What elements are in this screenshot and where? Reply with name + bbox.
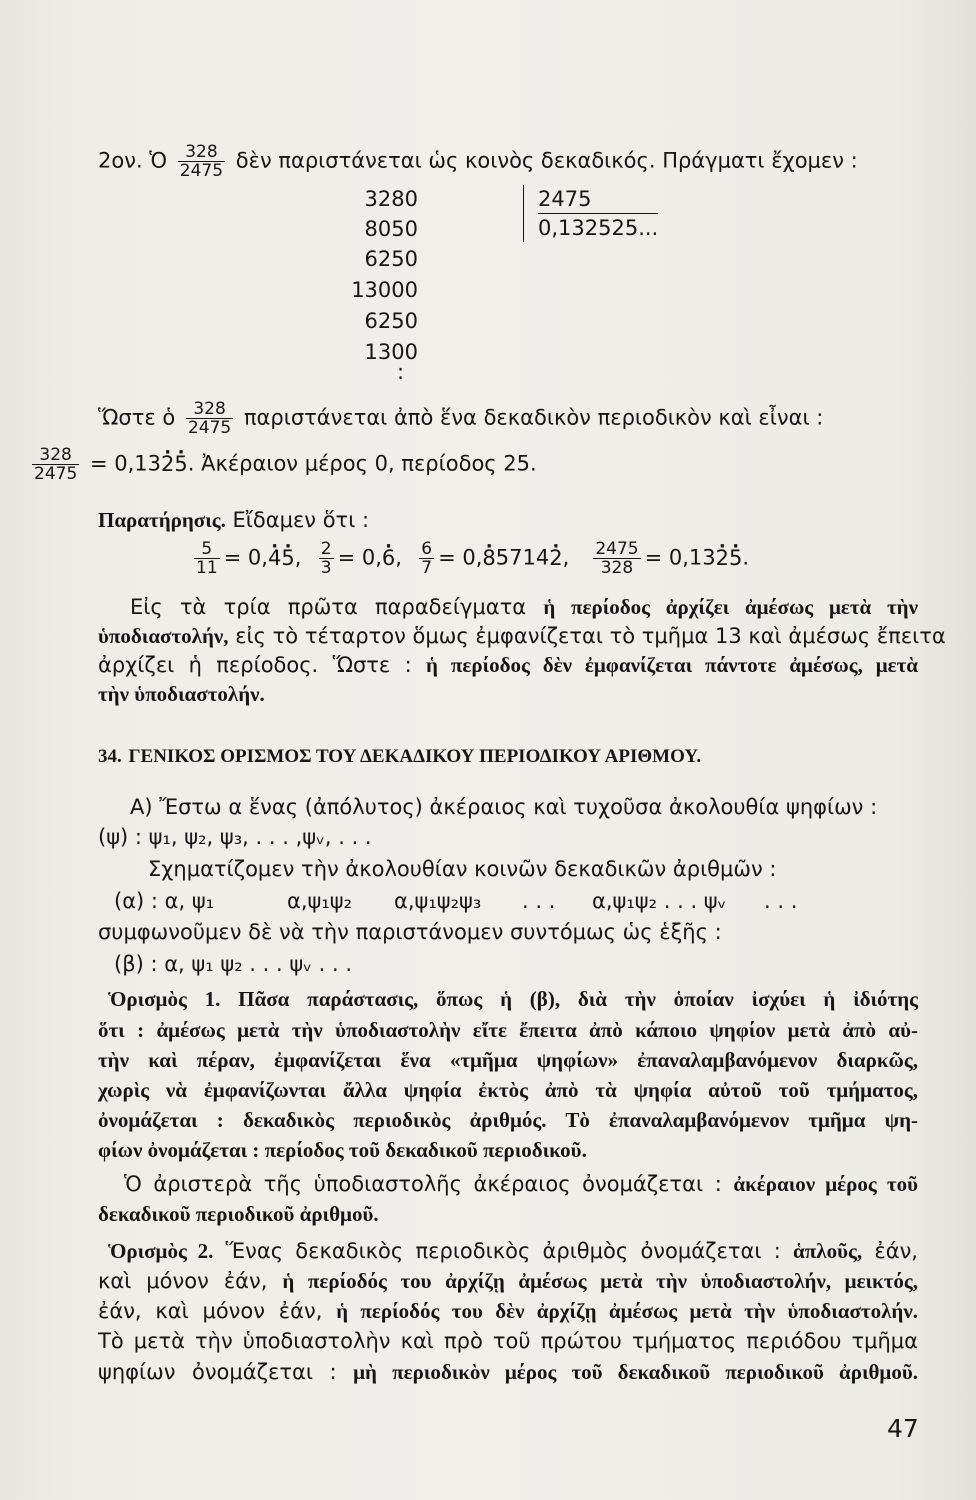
fraction-5-11: $\frac{5}{11}$ [196,539,218,578]
dividend-row: 6250 [364,247,418,271]
definition-1-line: ὅτι : ἀμέσως μετὰ τὴν ὑποδιαστολὴν εἴτε ἔπειτα ἀπὸ κάποιο ψηφίον μετὰ ἀπὸ αὐ- [98,1018,918,1042]
example-two-intro: 2ον. Ὁ $\frac{328}{2475}$ δὲν παριστάνεται ὡς κοινὸς δεκαδικός. Πράγματι ἔχομεν : [98,142,858,181]
fraction-328-2475: $\frac{328}{2475}$ [34,445,78,484]
definition-2-line: Ὁρισμὸς 2. Ἕνας δεκαδικὸς περιοδικὸς ἀριθμὸς ὀνομάζεται : ἁπλοῦς, ἐάν, [108,1239,918,1263]
divisor: 2475 [538,185,658,214]
observation-heading: Παρατήρησις. Εἴδαμεν ὅτι : [98,508,370,532]
division-continuation: : [397,360,405,384]
paragraph-line: Α) Ἔστω α ἕνας (ἀπόλυτος) ἀκέραιος καὶ τυχοῦσα ἀκολουθία ψηφίων : [130,795,878,819]
definition-2-line: Τὸ μετὰ τὴν ὑποδιαστολὴν καὶ πρὸ τοῦ πρώτου τμήματος περιόδου τμῆμα [98,1329,918,1353]
definition-1-line: Ὁρισμὸς 1. Πᾶσα παράστασις, ὅπως ἡ (β), διὰ τὴν ὁποίαν ἰσχύει ἡ ἰδιότης [108,987,918,1011]
paragraph-line: ἀρχίζει ἡ περίοδος. Ὥστε : ἡ περίοδος δὲν ἐμφανίζεται πάντοτε ἀμέσως, μετὰ [98,653,918,677]
divisor-quotient [523,185,658,242]
fraction-2-3: $\frac{2}{3}$ [320,539,332,578]
periodic-statement: Ὥστε ὁ $\frac{328}{2475}$ παριστάνεται ἀπὸ ἕνα δεκαδικὸν περιοδικὸν καὶ εἶναι : [98,399,824,438]
dividend-row: 1300 [364,340,418,364]
paragraph-line: τὴν ὑποδιαστολήν. [98,682,265,706]
dividend-row: 8050 [364,217,418,241]
definition-1-line: τὴν καὶ πέραν, ἐμφανίζεται ἕνα «τμῆμα ψηφίων» ἐπαναλαμβανόμενον διαρκῶς, [98,1048,918,1072]
definition-1-line: χωρὶς νὰ ἐμφανίζωνται ἄλλα ψηφία ἐκτὸς ἀπὸ τὰ ψηφία αὐτοῦ τοῦ τμήματος, [98,1078,918,1102]
paragraph-line: ὑποδιαστολήν, εἰς τὸ τέταρτον ὅμως ἐμφανίζεται τὸ τμῆμα 13 καὶ ἀμέσως ἔπειτα [98,624,946,648]
paragraph-line: Ὁ ἀριστερὰ τῆς ὑποδιαστολῆς ἀκέραιος ὀνομάζεται : ἀκέραιον μέρος τοῦ [124,1172,918,1196]
definition-2-line: ἐάν, καὶ μόνον ἐάν, ἡ περίοδός του δὲν ἀρχίζῃ ἀμέσως μετὰ τὴν ὑποδιαστολήν. [98,1299,918,1323]
dividend-row: 3280 [364,187,418,211]
definition-2-line: ψηφίων ὀνομάζεται : μὴ περιοδικὸν μέρος τοῦ δεκαδικοῦ περιοδικοῦ ἀριθμοῦ. [98,1360,918,1384]
fraction-328-2475: $\frac{328}{2475}$ [187,399,232,438]
observation-examples: $\frac{5}{11}$ = 0,· 4· 5, $\frac{2}{3}$ = 0,· 6, $\frac{6}{7}$ = 0,· 85714· 2, $\frac{2475}{328}$ = 0,13· 2· 5. [190,540,918,577]
book-page: 2ον. Ὁ $\frac{328}{2475}$ δὲν παριστάνεται ὡς κοινὸς δεκαδικός. Πράγματι ἔχομεν : 3280 8050 6250 13000 6250 1300 : 2475 0,132525... Ὥστε ὁ $\frac{328}{2475}$ παριστάνεται ἀπὸ ἕνα δεκαδικὸν περιοδικὸν καὶ εἶναι : $\frac{328}{2475}$ = 0,13· 2· 5. Ἀκέραιον μέρος 0, περίοδος 25. Παρατήρησις. Εἴδαμεν ὅτι : $\frac{5}{11}$ = 0,· 4· 5, $\frac{2}{3}$ = 0,· 6, $\frac{6}{7}$ = 0,· 85714· 2, $\frac{2475}{328}$ = 0,13· 2· 5. Εἰς τὰ τρία πρῶτα παραδείγματα ἡ περίοδος ἀρχίζει ἀμέσως μετὰ τὴν ὑποδιαστολήν, εἰς τὸ τέταρτον ὅμως ἐμφανίζεται τὸ τμῆμα 13 καὶ ἀμέσως ἔπειτα ἀρχίζει ἡ περίοδος. Ὥστε : ἡ περίοδος δὲν ἐμφανίζεται πάντοτε ἀμέσως, μετὰ τὴν ὑποδιαστολήν. 34. ΓΕΝΙΚΟΣ ΟΡΙΣΜΟΣ ΤΟΥ ΔΕΚΑΔΙΚΟΥ ΠΕΡΙΟΔΙΚΟΥ ΑΡΙΘΜΟΥ. Α) Ἔστω α ἕνας (ἀπόλυτος) ἀκέραιος καὶ τυχοῦσα ἀκολουθία ψηφίων : (ψ) : ψ₁, ψ₂, ψ₃, . . . ,ψᵥ, . . . Σχηματίζομεν τὴν ἀκολουθίαν κοινῶν δεκαδικῶν ἀριθμῶν : (α) : α, ψ₁ α,ψ₁ψ₂ α,ψ₁ψ₂ψ₃ . . . α,ψ₁ψ₂ . . . ψᵥ . . . συμφωνοῦμεν δὲ νὰ τὴν παριστάνομεν συντόμως ὡς ἑξῆς : (β) : α, ψ₁ ψ₂ . . . ψᵥ . . . Ὁρισμὸς 1. Πᾶσα παράστασις, ὅπως ἡ (β), διὰ τὴν ὁποίαν ἰσχύει ἡ ἰδιότης ὅτι : ἀμέσως μετὰ τὴν ὑποδιαστολὴν εἴτε ἔπειτα ἀπὸ κάποιο ψηφίον μετὰ ἀπὸ αὐ- τὴν καὶ πέραν, ἐμφανίζεται ἕνα «τμῆμα ψηφίων» ἐπαναλαμβανόμενον διαρκῶς, χωρὶς νὰ ἐμφανίζωνται ἄλλα ψηφία ἐκτὸς ἀπὸ τὰ ψηφία αὐτοῦ τοῦ τμήματος, ὀνομάζεται : δεκαδικὸς περιοδικὸς ἀριθμός. Τὸ ἐπαναλαμβανόμενον τμῆμα ψη- φίων ὀνομάζεται : περίοδος τοῦ δεκαδικοῦ περιοδικοῦ. Ὁ ἀριστερὰ τῆς ὑποδιαστολῆς ἀκέραιος ὀνομάζεται : ἀκέραιον μέρος τοῦ δεκαδικοῦ περιοδικοῦ ἀριθμοῦ. Ὁρισμὸς 2. Ἕνας δεκαδικὸς περιοδικὸς ἀριθμὸς ὀνομάζεται : ἁπλοῦς, ἐάν, καὶ μόνον ἐάν, ἡ περίοδός του ἀρχίζῃ ἀμέσως μετὰ τὴν ὑποδιαστολήν, μεικτός, ἐάν, καὶ μόνον ἐάν, ἡ περίοδός του δὲν ἀρχίζῃ ἀμέσως μετὰ τὴν ὑποδιαστολήν. Τὸ μετὰ τὴν ὑποδιαστολὴν καὶ πρὸ τοῦ πρώτου τμήματος περιόδου τμῆμα ψηφίων ὀνομάζεται : μὴ περιοδικὸν μέρος τοῦ δεκαδικοῦ περιοδικοῦ ἀριθμοῦ. 47 [0,0,976,1500]
fraction-328-2475: $\frac{328}{2475}$ [179,142,224,181]
paragraph-line: Σχηματίζομεν τὴν ἀκολουθίαν κοινῶν δεκαδικῶν ἀριθμῶν : [148,857,777,881]
paragraph-line: δεκαδικοῦ περιοδικοῦ ἀριθμοῦ. [98,1202,379,1226]
definition-2-line: καὶ μόνον ἐάν, ἡ περίοδός του ἀρχίζῃ ἀμέσως μετὰ τὴν ὑποδιαστολήν, μεικτός, [98,1269,919,1293]
paragraph-line: Εἰς τὰ τρία πρῶτα παραδείγματα ἡ περίοδος ἀρχίζει ἀμέσως μετὰ τὴν [130,595,918,619]
page-number: 47 [887,1414,919,1443]
definition-1-line: ὀνομάζεται : δεκαδικὸς περιοδικὸς ἀριθμός. Τὸ ἐπαναλαμβανόμενον τμῆμα ψη- [98,1108,918,1132]
fraction-2475-328: $\frac{2475}{328}$ [595,539,639,578]
dividend-row: 13000 [351,278,418,302]
periodic-result: $\frac{328}{2475}$ = 0,13· 2· 5. Ἀκέραιον μέρος 0, περίοδος 25. [32,446,918,483]
definition-1-line: φίων ὀνομάζεται : περίοδος τοῦ δεκαδικοῦ περιοδικοῦ. [98,1138,587,1162]
fraction-6-7: $\frac{6}{7}$ [421,539,433,578]
quotient: 0,132525... [538,216,659,240]
dividend-row: 6250 [364,309,418,333]
section-title: 34. ΓΕΝΙΚΟΣ ΟΡΙΣΜΟΣ ΤΟΥ ΔΕΚΑΔΙΚΟΥ ΠΕΡΙΟΔΙΚΟΥ ΑΡΙΘΜΟΥ. [98,746,702,767]
sequence-beta: (β) : α, ψ₁ ψ₂ . . . ψᵥ . . . [114,952,353,976]
paragraph-line: συμφωνοῦμεν δὲ νὰ τὴν παριστάνομεν συντόμως ὡς ἑξῆς : [98,920,722,944]
sequence-psi: (ψ) : ψ₁, ψ₂, ψ₃, . . . ,ψᵥ, . . . [98,825,372,849]
